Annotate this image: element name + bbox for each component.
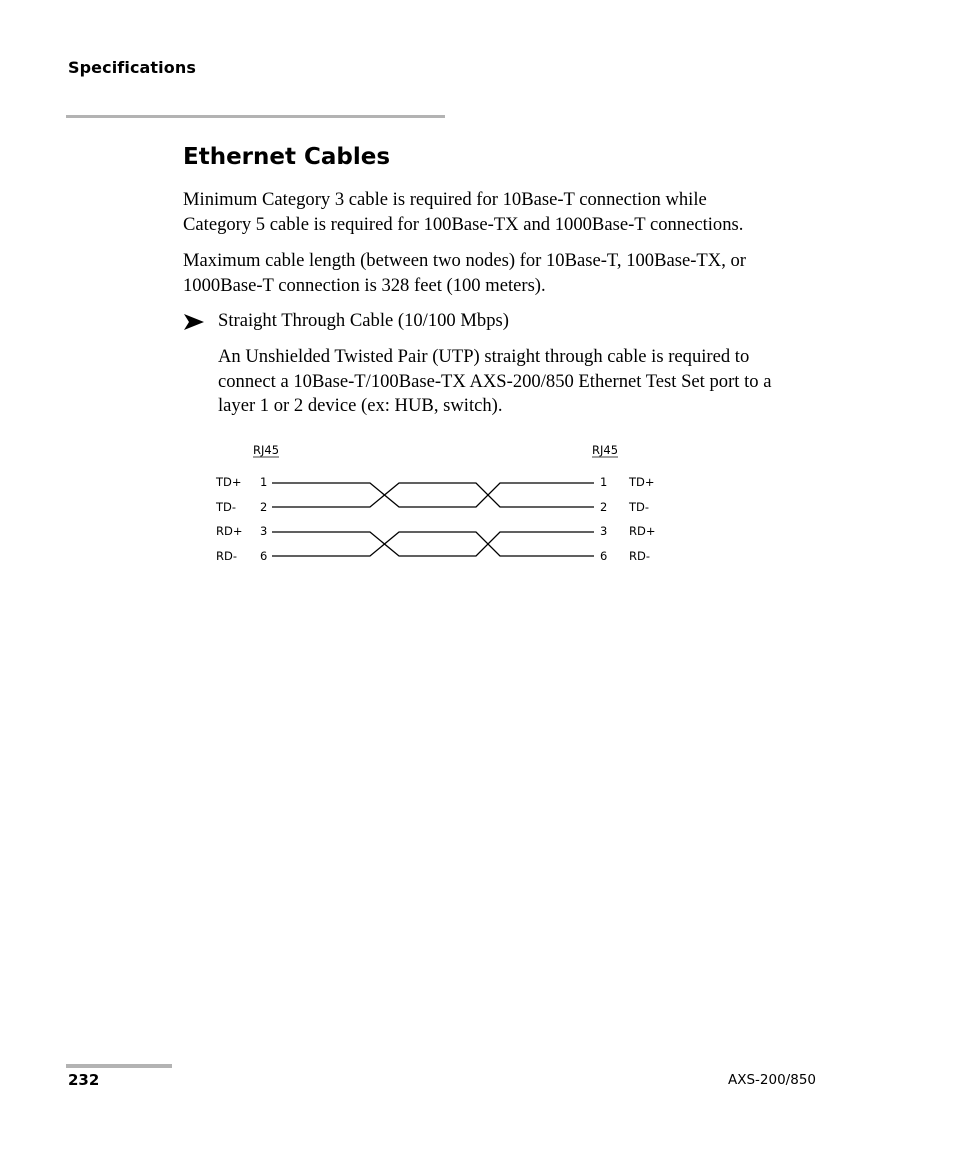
paragraph-cable-category [183, 188, 843, 237]
page-number: 232 [68, 1071, 100, 1089]
left-signal-td-plus: TD+ [216, 475, 242, 489]
left-pin-2: 2 [260, 500, 268, 514]
right-connector-text: RJ45 [592, 443, 619, 457]
paragraph-line: Minimum Category 3 cable is required for 10Base-T connection while [183, 189, 707, 210]
paragraph-line: connect a 10Base-T/100Base-TX AXS-200/850 Ethernet Test Set port to a [218, 370, 772, 392]
header-rule [66, 115, 445, 118]
paragraph-straight-through [218, 345, 838, 419]
left-connector-label [253, 443, 279, 457]
paragraph-line: layer 1 or 2 device (ex: HUB, switch). [218, 395, 503, 416]
left-connector-text: RJ45 [253, 443, 280, 457]
right-pin-2: 2 [600, 500, 608, 514]
wire-pair-2-lower [272, 532, 594, 556]
left-pin-3: 3 [260, 524, 268, 538]
paragraph-line: Category 5 cable is required for 100Base-TX and 1000Base-T connections. [183, 213, 744, 235]
product-name: AXS-200/850 [727, 1072, 816, 1088]
wire-pair-1-upper [272, 483, 594, 507]
straight-through-wiring-diagram [210, 438, 660, 573]
right-pin-3: 3 [600, 524, 608, 538]
wire-pair-1-lower [272, 483, 594, 507]
bullet-arrow-icon [183, 313, 205, 331]
left-signal-rd-minus: RD- [216, 549, 237, 563]
right-signal-td-plus: TD+ [629, 475, 655, 489]
paragraph-line: An Unshielded Twisted Pair (UTP) straight through cable is required to [218, 346, 750, 367]
running-head: Specifications [68, 58, 196, 77]
paragraph-line: 1000Base-T connection is 328 feet (100 meters). [183, 274, 546, 296]
paragraph-line: Maximum cable length (between two nodes) for 10Base-T, 100Base-TX, or [183, 250, 746, 271]
bullet-label: Straight Through Cable (10/100 Mbps) [218, 310, 509, 331]
left-pin-1: 1 [260, 475, 268, 489]
right-pin-1: 1 [600, 475, 608, 489]
left-pin-6: 6 [260, 549, 268, 563]
right-signal-rd-plus: RD+ [629, 524, 656, 538]
left-signal-td-minus: TD- [216, 500, 237, 514]
right-connector-label [592, 443, 618, 457]
left-signal-rd-plus: RD+ [216, 524, 243, 538]
wire-pair-2-upper [272, 532, 594, 556]
right-signal-rd-minus: RD- [629, 549, 650, 563]
right-signal-td-minus: TD- [629, 500, 650, 514]
paragraph-cable-length [183, 249, 843, 298]
footer-rule [66, 1064, 172, 1068]
right-pin-6: 6 [600, 549, 608, 563]
section-title: Ethernet Cables [183, 144, 391, 170]
